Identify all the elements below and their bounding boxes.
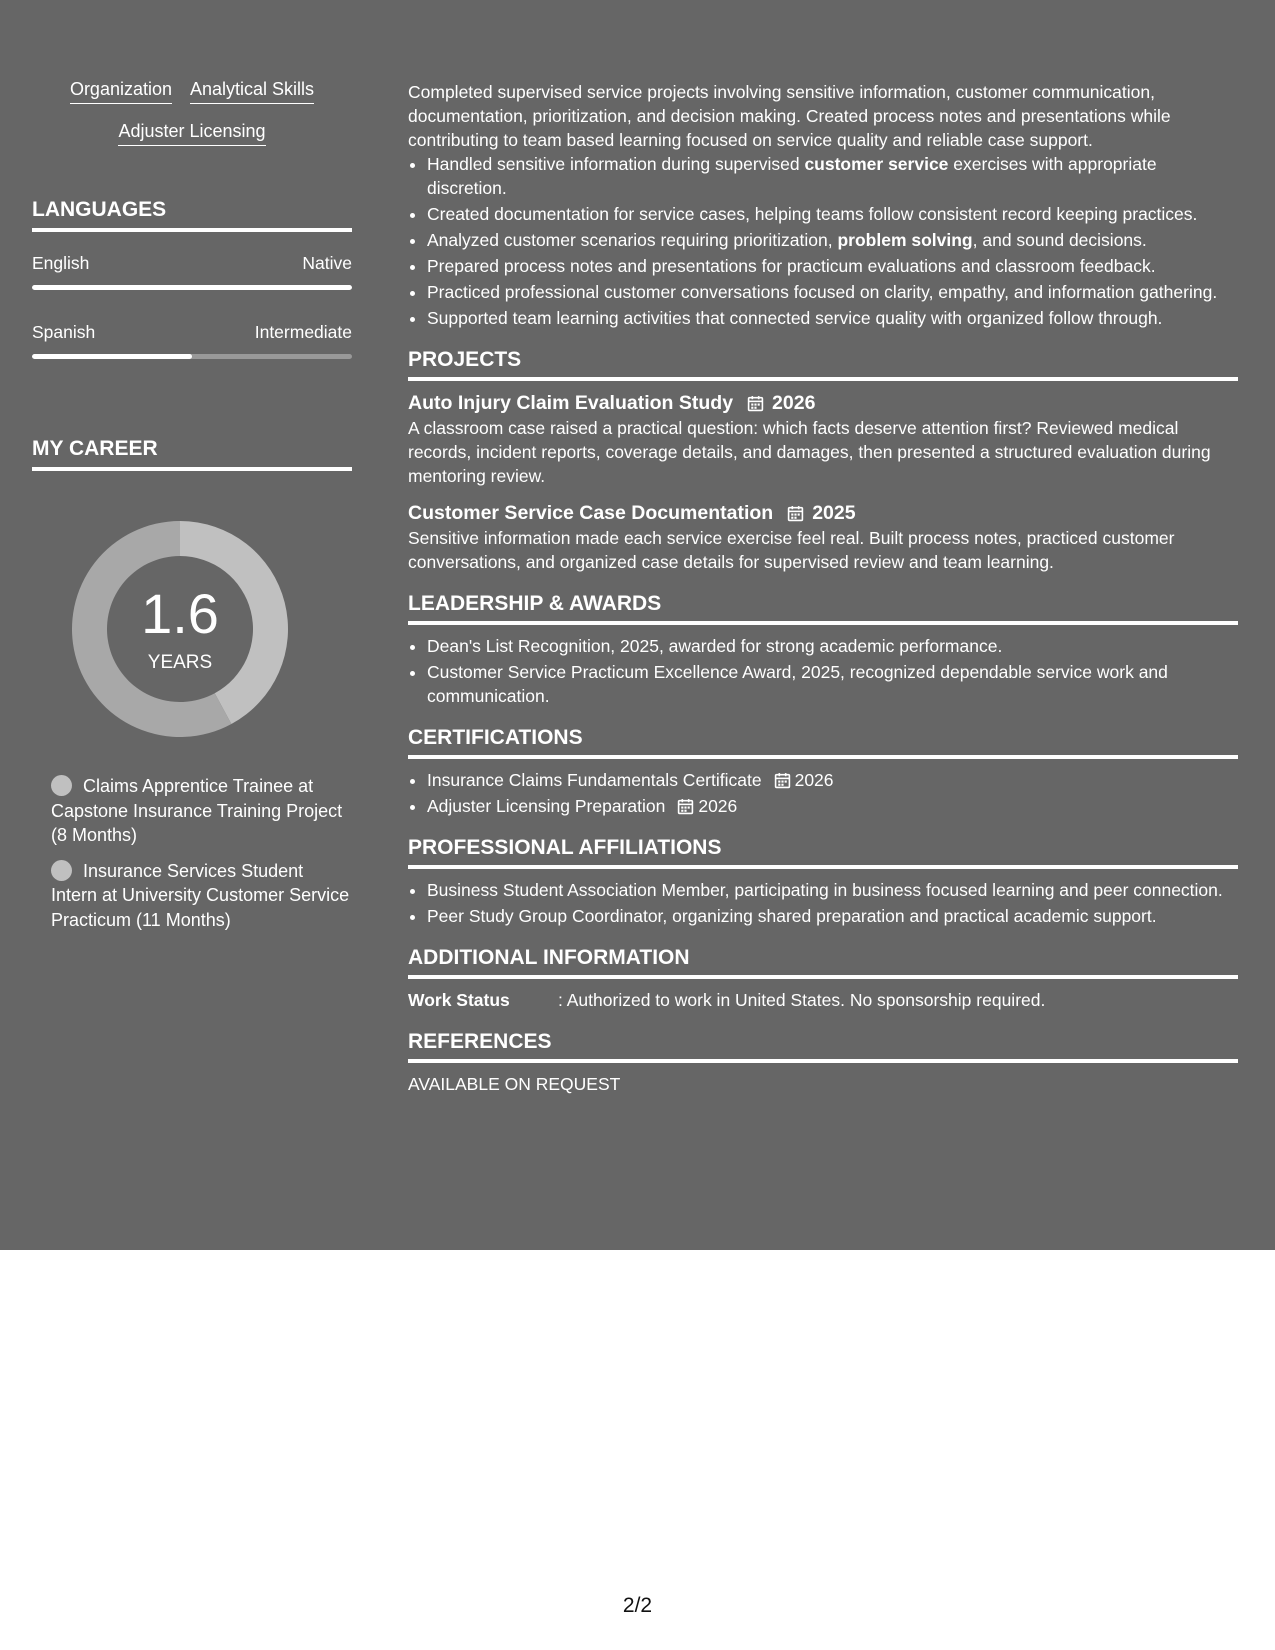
certification-item (427, 768, 1238, 792)
experience-bullets (408, 152, 1238, 330)
work-status-value: : Authorized to work in United States. No sponsorship required. (558, 990, 1046, 1010)
project-description: Sensitive information made each service exercise feel real. Built process notes, practiced customer conversations, and organized case details for supervised review and team learning. (408, 528, 1175, 572)
references-heading: REFERENCES (408, 1029, 1238, 1063)
experience-summary: Completed supervised service projects involving sensitive information, customer communication, documentation, prioritization, and decision making. Created process notes and presentations while contributing to team based learning focused on service quality and reliable case support. (408, 82, 1171, 150)
page-number: 2/2 (622, 1594, 653, 1617)
language-proficiency-fill (32, 285, 352, 290)
skill-tag: Organization (70, 80, 172, 104)
career-item (51, 859, 352, 933)
career-years-value: 1.6 (141, 582, 219, 645)
project-item (408, 390, 1238, 488)
certifications-list (408, 768, 1238, 818)
language-item (32, 322, 352, 359)
leadership-list (408, 634, 1238, 708)
career-item (51, 774, 352, 848)
experience-bullet: • Created documentation for service cases, helping teams follow consistent record keeping practices. (427, 202, 1238, 226)
additional-info-heading: ADDITIONAL INFORMATION (408, 945, 1238, 979)
calendar-icon (787, 505, 804, 522)
certification-name: • Insurance Claims Fundamentals Certificate (427, 770, 762, 790)
left-column (32, 80, 352, 943)
references-text: AVAILABLE ON REQUEST (408, 1074, 621, 1094)
work-status-row (408, 988, 1238, 1012)
language-name: English (32, 253, 90, 273)
languages-heading: LANGUAGES (32, 198, 352, 232)
calendar-icon (774, 772, 791, 789)
leadership-item: • Dean's List Recognition, 2025, awarded for strong academic performance. (427, 634, 1238, 658)
language-proficiency-fill (32, 354, 192, 359)
projects-heading: PROJECTS (408, 347, 1238, 381)
experience-bullet: • Practiced professional customer conversations focused on clarity, empathy, and information gathering. (427, 280, 1238, 304)
certifications-heading: CERTIFICATIONS (408, 725, 1238, 759)
project-year: 2026 (772, 392, 816, 414)
certification-year: 2026 (698, 796, 738, 816)
work-status-label: Work Status (408, 990, 510, 1010)
experience-bullet: • Handled sensitive information during supervised customer service exercises with appropriate discretion. (427, 152, 1238, 200)
language-level: Native (302, 253, 352, 273)
career-dot-icon (51, 860, 72, 881)
right-column (408, 80, 1238, 1096)
affiliations-heading: PROFESSIONAL AFFILIATIONS (408, 835, 1238, 869)
language-level: Intermediate (254, 322, 352, 342)
language-item (32, 253, 352, 290)
experience-bullet: • Prepared process notes and presentations for practicum evaluations and classroom feedback. (427, 254, 1238, 278)
calendar-icon (677, 798, 694, 815)
project-name: Customer Service Case Documentation (408, 502, 774, 524)
project-year: 2025 (812, 502, 856, 524)
project-name: Auto Injury Claim Evaluation Study (408, 392, 734, 414)
language-proficiency-bar (32, 285, 352, 290)
affiliation-item: • Peer Study Group Coordinator, organizing shared preparation and practical academic support. (427, 904, 1238, 928)
leadership-item: • Customer Service Practicum Excellence Award, 2025, recognized dependable service work and communication. (427, 660, 1238, 708)
certification-year: 2026 (794, 770, 834, 790)
certification-item (427, 794, 1238, 818)
career-heading: MY CAREER (32, 437, 352, 471)
career-donut-chart (65, 514, 295, 744)
experience-bullet: • Supported team learning activities that connected service quality with organized follow through. (427, 306, 1238, 330)
certification-name: • Adjuster Licensing Preparation (427, 796, 666, 816)
career-list (32, 774, 352, 932)
skills-tags (32, 80, 352, 146)
career-item-label: Insurance Services Student Intern at University Customer Service Practicum (11 Months) (51, 860, 350, 930)
affiliations-list (408, 878, 1238, 928)
skill-tag: Adjuster Licensing (118, 122, 265, 146)
calendar-icon (747, 395, 764, 412)
project-description: A classroom case raised a practical question: which facts deserve attention first? Reviewed medical records, incident reports, coverage details, and damages, then presented a structured evaluation during mentoring review. (408, 418, 1211, 486)
career-years-unit: YEARS (147, 652, 213, 673)
experience-bullet: • Analyzed customer scenarios requiring prioritization, problem solving, and sound decisions. (427, 228, 1238, 252)
language-proficiency-bar (32, 354, 352, 359)
project-item (408, 500, 1238, 574)
career-item-label: Claims Apprentice Trainee at Capstone Insurance Training Project (8 Months) (51, 776, 343, 845)
career-dot-icon (51, 775, 72, 796)
skill-tag: Analytical Skills (190, 80, 314, 104)
affiliation-item: • Business Student Association Member, participating in business focused learning and peer connection. (427, 878, 1238, 902)
language-name: Spanish (32, 322, 96, 342)
leadership-heading: LEADERSHIP & AWARDS (408, 591, 1238, 625)
